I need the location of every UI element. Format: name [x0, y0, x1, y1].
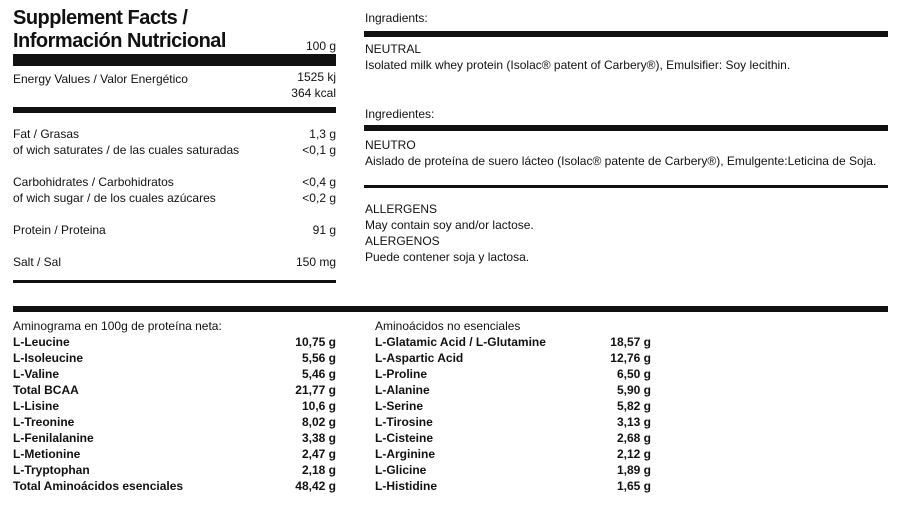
nutrient-value: <0,2 g — [302, 191, 336, 205]
amino-nonessential-value: 5,90 g — [616, 383, 651, 397]
divider — [13, 280, 336, 283]
amino-nonessential-name: L-Cisteine — [375, 431, 434, 445]
amino-nonessential-name: L-Glatamic Acid / L-Glutamine — [375, 335, 546, 349]
divider — [364, 185, 888, 188]
energy-kcal: 364 kcal — [291, 86, 336, 100]
amino-nonessential-value: 5,82 g — [616, 399, 651, 413]
divider — [13, 306, 888, 312]
amino-nonessential-name: L-Proline — [375, 367, 428, 381]
amino-nonessential-name: L-Aspartic Acid — [375, 351, 464, 365]
energy-label: Energy Values / Valor Energético — [13, 72, 188, 86]
ingredients-text-es: Aislado de proteína de suero lácteo (Isolac® patente de Carbery®), Emulgente:Leticina de Soja. — [365, 154, 877, 168]
amino-essential-value: 2,47 g — [301, 447, 336, 461]
divider — [13, 107, 336, 113]
nutrient-label: of wich sugar / de los cuales azúcares — [13, 191, 216, 205]
amino-nonessential-name: L-Glicine — [375, 463, 427, 477]
serving-size: 100 g — [305, 39, 336, 53]
amino-essential-value: 3,38 g — [301, 431, 336, 445]
amino-essential-value: 5,46 g — [301, 367, 336, 381]
nutrient-value: <0,4 g — [302, 175, 336, 189]
amino-essential-name: L-Treonine — [13, 415, 75, 429]
nutrient-label: Fat / Grasas — [13, 127, 80, 141]
supplement-title-line1: Supplement Facts / — [13, 7, 188, 29]
amino-nonessential-value: 18,57 g — [610, 335, 651, 349]
amino-nonessential-heading: Aminoácidos no esenciales — [375, 319, 521, 333]
nutrient-value: 150 mg — [295, 255, 336, 269]
allergens-text-en: May contain soy and/or lactose. — [365, 218, 534, 232]
nutrient-value: <0,1 g — [302, 143, 336, 157]
ingredients-sub-en: NEUTRAL — [365, 42, 422, 56]
nutrient-label: of wich saturates / de las cuales saturadas — [13, 143, 240, 157]
amino-nonessential-value: 2,12 g — [616, 447, 651, 461]
amino-essential-value: 21,77 g — [295, 383, 336, 397]
amino-nonessential-name: L-Alanine — [375, 383, 430, 397]
amino-nonessential-value: 1,89 g — [616, 463, 651, 477]
amino-essential-value: 48,42 g — [295, 479, 336, 493]
divider — [364, 125, 888, 131]
allergens-heading-es: ALERGENOS — [365, 234, 440, 248]
divider — [364, 31, 888, 37]
amino-nonessential-name: L-Histidine — [375, 479, 437, 493]
nutrient-value: 91 g — [312, 223, 336, 237]
nutrient-label: Protein / Proteina — [13, 223, 106, 237]
amino-essential-name: Total Aminoácidos esenciales — [13, 479, 184, 493]
supplement-title-line2: Información Nutricional — [13, 30, 226, 52]
amino-essential-value: 8,02 g — [301, 415, 336, 429]
amino-essential-name: L-Valine — [13, 367, 60, 381]
amino-nonessential-name: L-Tirosine — [375, 415, 433, 429]
amino-nonessential-value: 2,68 g — [616, 431, 651, 445]
thick-divider — [13, 54, 336, 66]
amino-essential-value: 5,56 g — [301, 351, 336, 365]
amino-essential-name: L-Metionine — [13, 447, 81, 461]
amino-essential-name: L-Leucine — [13, 335, 70, 349]
ingredients-text-en: Isolated milk whey protein (Isolac® patent of Carbery®), Emulsifier: Soy lecithin. — [365, 58, 791, 72]
amino-essential-name: L-Tryptophan — [13, 463, 90, 477]
amino-essential-heading: Aminograma en 100g de proteína neta: — [13, 319, 222, 333]
amino-essential-name: Total BCAA — [13, 383, 79, 397]
amino-nonessential-value: 12,76 g — [610, 351, 651, 365]
amino-essential-name: L-Lisine — [13, 399, 60, 413]
nutrient-label: Carbohidrates / Carbohidratos — [13, 175, 174, 189]
allergens-heading-en: ALLERGENS — [365, 202, 438, 216]
amino-nonessential-value: 1,65 g — [616, 479, 651, 493]
amino-essential-name: L-Fenilalanine — [13, 431, 94, 445]
amino-essential-value: 2,18 g — [301, 463, 336, 477]
energy-kj: 1525 kj — [297, 70, 336, 84]
ingredients-heading-es: Ingredientes: — [365, 107, 435, 121]
nutrient-label: Salt / Sal — [13, 255, 62, 269]
nutrient-value: 1,3 g — [309, 127, 336, 141]
amino-nonessential-value: 6,50 g — [616, 367, 651, 381]
allergens-text-es: Puede contener soja y lactosa. — [365, 250, 530, 264]
amino-essential-value: 10,75 g — [295, 335, 336, 349]
amino-nonessential-name: L-Serine — [375, 399, 424, 413]
amino-nonessential-name: L-Arginine — [375, 447, 435, 461]
ingredients-heading-en: Ingradients: — [365, 11, 428, 25]
amino-nonessential-value: 3,13 g — [616, 415, 651, 429]
amino-essential-name: L-Isoleucine — [13, 351, 84, 365]
ingredients-sub-es: NEUTRO — [365, 138, 416, 152]
amino-essential-value: 10,6 g — [301, 399, 336, 413]
